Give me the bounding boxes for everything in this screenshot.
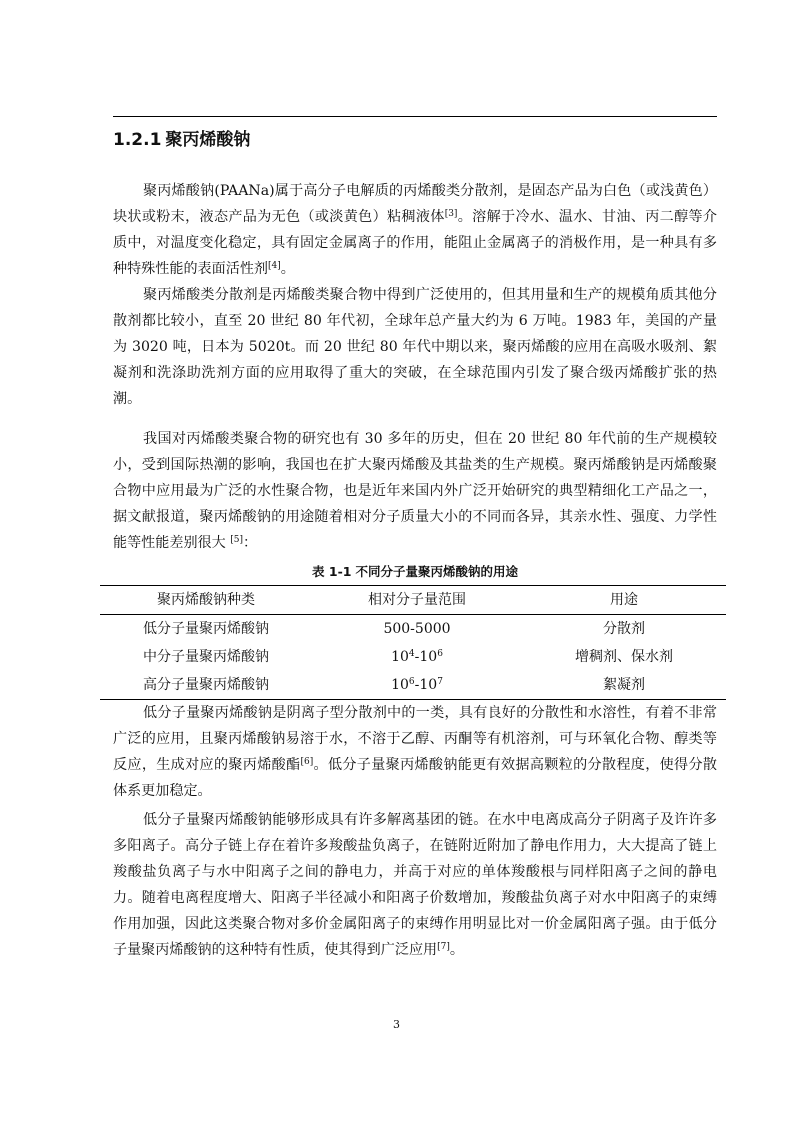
superscript: [5] — [230, 535, 243, 545]
paragraph-5: 低分子量聚丙烯酸钠能够形成具有许多解离基团的链。在水中电离成高分子阴离子及许许多多阳离子。高分子链上存在着许多羧酸盐负离子，在链附近附加了静电作用力，大大提高了链上羧酸盐负离子与水中阳离子之间的静电力，并高于对应的单体羧酸根与同样阳离子之间的静电力。随着电离程度增大、阳离子半径减小和阳离子价数增加，羧酸盐负离子对水中阳离子的束缚作用加强，因此这类聚合物对多价金属阳离子的束缚作用明显比对一价金属阳离子强。由于低分子量聚丙烯酸钠的这种特有性质，使其得到广泛应用[7]。 — [113, 812, 717, 958]
table-header-cell: 用途 — [522, 586, 726, 615]
superscript: [4] — [268, 261, 281, 271]
paragraph-4: 低分子量聚丙烯酸钠是阴离子型分散剂中的一类，具有良好的分散性和水溶性，有着不非常广泛的应用，且聚丙烯酸钠易溶于水，不溶于乙醇、丙酮等有机溶剂，可与环氧化合物、醇类等反应，生成对应的聚丙烯酸酯[6]。低分子量聚丙烯酸钠能更有效据高颗粒的分散程度，使得分散体系更加稳定。 — [113, 705, 717, 799]
section-number: 1.2.1 — [113, 130, 162, 150]
superscript: [7] — [437, 942, 450, 952]
table-header-row — [100, 586, 726, 615]
table-cell: 絮凝剂 — [522, 671, 726, 700]
section-heading — [113, 128, 250, 152]
superscript: 6 — [437, 649, 443, 659]
table-cell: 高分子量聚丙烯酸钠 — [100, 671, 312, 700]
table-label: 表 1-1 — [312, 564, 352, 579]
table-row — [100, 643, 726, 671]
superscript: 4 — [408, 649, 415, 659]
table-caption — [113, 562, 717, 582]
table-header-cell: 聚丙烯酸钠种类 — [100, 586, 312, 615]
table-cell: $10^4-10^6$ — [391, 649, 443, 665]
table-header-cell: 相对分子量范围 — [312, 586, 522, 615]
table-cell: 中分子量聚丙烯酸钠 — [143, 649, 269, 665]
table-cell: 增稠剂、保水剂 — [575, 649, 673, 665]
superscript: 6 — [408, 677, 415, 687]
usage-table — [100, 585, 726, 700]
table-caption-text: 不同分子量聚丙烯酸钠的用途 — [355, 564, 518, 579]
table-cell: 低分子量聚丙烯酸钠 — [143, 621, 269, 637]
section-title: 聚丙烯酸钠 — [165, 130, 251, 150]
table-cell: 分散剂 — [603, 621, 645, 637]
table-cell: 500-5000 — [383, 621, 451, 637]
header-rule — [113, 116, 717, 117]
superscript: 7 — [437, 677, 443, 687]
superscript: [3] — [444, 209, 458, 219]
paragraph-2: 聚丙烯酸类分散剂是丙烯酸类聚合物中得到广泛使用的，但其用量和生产的规模角质其他分散剂都比较小，直至 20 世纪 80 年代初，全球年总产量大约为 6 万吨。1983 年，美国的产量为 3020 吨，日本为 5020t。而 20 世纪 80 年代中期以来，聚丙烯酸的应用在高吸水吸剂、絮凝剂和洗涤助洗剂方面的应用取得了重大的突破，在全球范围内引发了聚合级丙烯酸扩张的热潮。 — [113, 287, 717, 407]
superscript: [6] — [300, 757, 314, 767]
paragraph-1: 聚丙烯酸钠(PAANa)属于高分子电解质的丙烯酸类分散剂，是固态产品为白色（或浅黄色）块状或粉末，液态产品为无色（或淡黄色）粘稠液体[3]。溶解于冷水、温水、甘油、丙二醇等介质中，对温度变化稳定，具有固定金属离子的作用，能阻止金属离子的消极作用，是一种具有多种特殊性能的表面活性剂[4]。 — [113, 183, 718, 277]
paragraph-3: 我国对丙烯酸类聚合物的研究也有 30 多年的历史，但在 20 世纪 80 年代前的生产规模较小，受到国际热潮的影响，我国也在扩大聚丙烯酸及其盐类的生产规模。聚丙烯酸钠是丙烯酸聚合物中应用最为广泛的水性聚合物，也是近年来国内外广泛开始研究的典型精细化工产品之一，据文献报道，聚丙烯酸钠的用途随着相对分子质量大小的不同而各异，其亲水性、强度、力学性能等性能差别很大 [5]： — [113, 431, 717, 551]
table-cell: $10^6-10^7$ — [312, 671, 522, 700]
page-number: 3 — [393, 1018, 400, 1031]
table-row — [100, 671, 726, 700]
table-row — [100, 615, 726, 644]
